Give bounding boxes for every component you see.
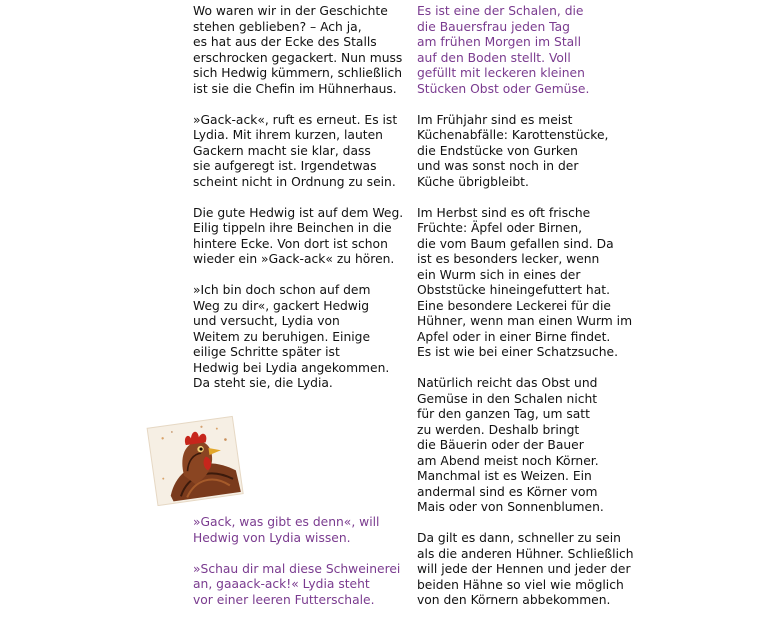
text-line: Da gilt es dann, schneller zu sein — [417, 531, 621, 545]
text-paragraph — [417, 4, 632, 97]
text-paragraph — [193, 206, 408, 268]
text-line: Lydia. Mit ihrem kurzen, lauten — [193, 128, 383, 142]
text-paragraph — [193, 113, 408, 191]
text-line: die Bäuerin oder der Bauer — [417, 438, 584, 452]
text-line: andermal sind es Körner vom — [417, 484, 598, 499]
text-line: am Abend meist noch Körner. — [417, 453, 599, 468]
text-paragraph — [193, 562, 408, 609]
text-line: die Bauersfrau jeden Tag — [417, 19, 570, 34]
right-text-column — [417, 4, 632, 624]
text-line: ist es besonders lecker, wenn — [417, 252, 600, 266]
text-paragraph — [417, 531, 632, 609]
hen-painting-icon — [146, 414, 244, 506]
text-line: Weitem zu beruhigen. Einige — [193, 329, 371, 344]
text-line: erschrocken gegackert. Nun muss — [193, 50, 403, 65]
text-paragraph — [417, 113, 632, 191]
text-line: vor einer leeren Futterschale. — [193, 592, 375, 607]
text-line: und versucht, Lydia von — [193, 314, 340, 328]
text-line: »Gack, was gibt es denn«, will — [193, 515, 380, 529]
text-line: es hat aus der Ecke des Stalls — [193, 35, 377, 49]
text-line: als die anderen Hühner. Schließlich — [417, 546, 634, 561]
text-line: Apfel oder in einer Birne findet. — [417, 329, 611, 344]
text-paragraph — [193, 4, 408, 97]
text-line: Die gute Hedwig ist auf dem Weg. — [193, 205, 404, 220]
text-line: Im Herbst sind es oft frische — [417, 205, 591, 220]
text-line: Es ist wie bei einer Schatzsuche. — [417, 345, 618, 359]
text-line: an, gaaack-ack!« Lydia steht — [193, 577, 370, 591]
text-line: sich Hedwig kümmern, schließlich — [193, 66, 403, 80]
text-line: Obststücke hineingefuttert hat. — [417, 283, 610, 297]
text-line: beiden Hähne so viel wie möglich — [417, 577, 624, 592]
text-line: ein Wurm sich in eines der — [417, 267, 581, 282]
text-line: Weg zu dir«, gackert Hedwig — [193, 298, 370, 313]
left-text-column — [193, 4, 408, 407]
text-line: die vom Baum gefallen sind. Da — [417, 236, 614, 251]
text-line: eilige Schritte später ist — [193, 345, 340, 359]
text-line: Küchenabfälle: Karottenstücke, — [417, 128, 609, 142]
text-line: Gackern macht sie klar, dass — [193, 143, 371, 158]
text-line: von den Körnern abbekommen. — [417, 593, 611, 607]
text-line: scheint nicht in Ordnung zu sein. — [193, 174, 396, 189]
text-line: die Endstücke von Gurken — [417, 143, 578, 158]
text-line: Stücken Obst oder Gemüse. — [417, 81, 590, 96]
hen-illustration — [146, 414, 244, 506]
text-line: zu werden. Deshalb bringt — [417, 422, 580, 437]
text-line: Hühner, wenn man einen Wurm im — [417, 314, 633, 328]
text-line: und was sonst noch in der — [417, 159, 579, 173]
text-line: Früchte: Äpfel oder Birnen, — [417, 221, 583, 235]
text-line: Es ist eine der Schalen, die — [417, 4, 584, 18]
text-line: sie aufgeregt ist. Irgendetwas — [193, 159, 377, 173]
text-line: Eine besondere Leckerei für die — [417, 298, 611, 313]
text-line: gefüllt mit leckeren kleinen — [417, 66, 585, 80]
text-line: Da steht sie, die Lydia. — [193, 376, 333, 390]
text-line: auf den Boden stellt. Voll — [417, 50, 571, 65]
text-line: Natürlich reicht das Obst und — [417, 376, 598, 390]
text-line: Hedwig von Lydia wissen. — [193, 530, 351, 545]
text-line: Küche übrigbleibt. — [417, 174, 529, 189]
text-line: »Ich bin doch schon auf dem — [193, 283, 371, 297]
text-line: ist sie die Chefin im Hühnerhaus. — [193, 81, 397, 96]
text-line: »Schau dir mal diese Schweinerei — [193, 561, 401, 576]
text-line: Hedwig bei Lydia angekommen. — [193, 360, 390, 375]
text-line: für den ganzen Tag, um satt — [417, 407, 590, 421]
text-line: Im Frühjahr sind es meist — [417, 112, 573, 127]
text-line: stehen geblieben? – Ach ja, — [193, 19, 362, 34]
text-paragraph — [193, 515, 408, 546]
text-line: hintere Ecke. Von dort ist schon — [193, 236, 388, 251]
text-line: am frühen Morgen im Stall — [417, 35, 582, 49]
text-line: Eilig tippeln ihre Beinchen in die — [193, 221, 392, 235]
text-line: wieder ein »Gack-ack« zu hören. — [193, 252, 395, 266]
text-line: »Gack-ack«, ruft es erneut. Es ist — [193, 112, 398, 127]
text-paragraph — [193, 283, 408, 392]
text-paragraph — [417, 376, 632, 516]
text-line: Wo waren wir in der Geschichte — [193, 4, 388, 18]
text-line: will jede der Hennen und jeder der — [417, 562, 631, 576]
text-line: Mais oder von Sonnenblumen. — [417, 500, 604, 514]
left-lower-text — [193, 515, 408, 624]
text-line: Manchmal ist es Weizen. Ein — [417, 469, 592, 483]
text-paragraph — [417, 206, 632, 361]
text-line: Gemüse in den Schalen nicht — [417, 391, 598, 406]
